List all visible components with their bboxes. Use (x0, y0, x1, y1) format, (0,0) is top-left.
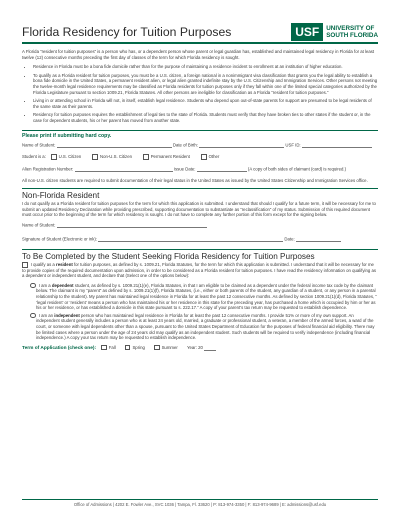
print-note: Please print if submitting hard copy. (22, 133, 112, 140)
independent-radio[interactable] (30, 313, 36, 319)
student-info-row (22, 142, 378, 150)
non-florida-text: I do not qualify as a Florida resident for tuition purposes for the term for which this application is submitted. I understand that should I qualify for a future term, it will be necessary for me to submit an updated Residency Declaration while providing prescribed, supporting documentation to substantiate as “reclassification” of my status. Submission of this required document must occur prior to the beginning of the term for which residency is sought. I do not have to complete any further portion of this form except for the signing below. (22, 200, 376, 218)
dob-label: Date of Birth: (172, 142, 198, 148)
alien-reg-label: Alien Registration Number: (22, 166, 74, 172)
student-is-label: Student is a: (22, 153, 46, 159)
non-us-note: All non-U.S. citizen students are required to submit documentation of their legal status in the United States as issued by the United States Citizenship and Immigration Services office. (22, 177, 368, 183)
independent-option (36, 313, 378, 341)
status-option: Non-U.S. Citizen (99, 153, 132, 159)
residency-bullets (22, 64, 378, 123)
term-option: Spring (132, 344, 145, 350)
usf-id-field[interactable] (302, 142, 372, 148)
name-label: Name of Student: (22, 142, 56, 148)
non-florida-name-row (22, 222, 378, 230)
usf-id-label: USF ID: (285, 142, 301, 148)
nf-date-label: Date: (284, 236, 295, 242)
status-option: Permanent Resident (150, 153, 190, 159)
divider (22, 130, 378, 131)
document-body (22, 49, 378, 353)
claim-title: To Be Completed by the Student Seeking Florida Residency for Tuition Purposes (22, 252, 315, 262)
page-title: Florida Residency for Tuition Purposes (22, 25, 232, 39)
bullet-item: • Residence in Florida must be a bona fide domicile rather than for the purpose of maintaining a residence incident to enrollment at an institution of higher education. (33, 64, 378, 70)
independent-keyword: independent (54, 312, 80, 318)
status-option: U.S. Citizen (58, 153, 82, 159)
signature-field[interactable] (98, 236, 283, 242)
copy-note: (A copy of both sides of claimant (card) is required.) (247, 166, 347, 172)
divider (22, 188, 378, 189)
usf-logo-mark: USF (291, 23, 323, 41)
usf-logo-text (326, 25, 378, 39)
header-rule (22, 42, 378, 44)
logo-line-2: SOUTH FLORIDA (326, 32, 378, 39)
bullet-item: • Residency for tuition purposes requires the establishment of legal ties to the state of Florida. Students must verify that they have broken ties to other states if the student or, in the case for dependent students, his or her parent has moved from another state. (33, 112, 378, 123)
status-option: Other (208, 153, 220, 159)
issue-date-field[interactable] (197, 166, 247, 172)
term-row (22, 345, 378, 353)
issue-date-label: Issue Date: (173, 166, 196, 172)
non-florida-signature-row (22, 236, 378, 244)
signature-label: Signature of Student (Electronic or ink): (22, 236, 97, 242)
logo-line-1: UNIVERSITY OF (326, 25, 375, 32)
fall-checkbox[interactable] (101, 345, 107, 351)
qualify-keyword: resident (56, 262, 73, 268)
claim-options (22, 283, 378, 341)
dependent-option (36, 283, 378, 311)
permanent-resident-checkbox[interactable] (143, 154, 149, 160)
nf-name-label: Name of Student: (22, 222, 56, 228)
dependent-prefix: I am a (38, 282, 51, 288)
alien-reg-field[interactable] (75, 166, 173, 172)
qualify-paragraph (22, 262, 378, 279)
summer-checkbox[interactable] (154, 345, 160, 351)
footer-rule (22, 499, 378, 500)
qualify-text: for tuition purposes, as defined by s. 1009.21, Florida Statutes, for the term for which this application is submitted. I understand that it will be necessary for me to provide copies of the required documentation upon admission, in order to be considered as a Florida resident for tuition purposes. I have read the residency information on qualifying as a dependent or independent student, and declare that (Select one of the options below): (22, 262, 376, 279)
bullet-item: • Living in or attending school in Florida will not, in itself, establish legal residence. Students who depend upon out-of-state parents for support are presumed to be legal residents of the same state as their parents. (33, 98, 378, 109)
other-checkbox[interactable] (201, 154, 207, 160)
non-us-citizen-checkbox[interactable] (92, 154, 98, 160)
dependent-keyword: dependent (51, 282, 74, 288)
non-florida-title: Non-Florida Resident (22, 191, 100, 201)
status-row (22, 154, 378, 162)
name-field[interactable] (57, 142, 172, 148)
year-label: Year: 20 (187, 344, 203, 350)
header (22, 22, 378, 42)
term-option: Summer (161, 344, 178, 350)
year-field[interactable] (204, 345, 216, 351)
divider (22, 249, 378, 250)
nf-name-field[interactable] (57, 222, 207, 228)
dependent-text: student, as defined by s. 1009.21(1)(e), Florida Statutes, in that I am eligible to be claimed as a dependent under the federal income tax code by the claimant below. The claimant is my “parent” as defined by s. 1009.21(1)(f), Florida Statutes, (i.e., either or both parents of the student, any guardian of a student, or any person in a parental relationship to the student). My parent has maintained legal residence in Florida for at least the past 12 consecutive months. As defined by section 1009.21(1)(d), Florida Statutes, “ ‘legal resident’ or ‘resident’ means a person who has maintained his or her residence in this state for the preceding year, has purchased a home which is occupied by him or her as his or her residence, or has established a domicile in this state pursuant to s. 222.17.” A copy of your parent’s tax return may be requested to establish dependence. (36, 282, 377, 311)
independent-prefix: I am an (38, 312, 54, 318)
nf-date-field[interactable] (296, 236, 341, 242)
dependent-radio[interactable] (30, 283, 36, 289)
spring-checkbox[interactable] (125, 345, 131, 351)
term-option: Fall (108, 344, 116, 350)
footer: Office of Admissions | 4202 E. Fowler Ave., SVC 1036 | Tampa, Fl. 33620 | P: 813-974-3350 | F: 813-974-9689 | E: admissions@usf.edu (73, 502, 327, 507)
alien-reg-row (22, 166, 378, 174)
intro-paragraph: A Florida “resident for tuition purposes” is a person who has, or a dependent person whose parent or legal guardian has, established and maintained legal residency in Florida for at least twelve (12) consecutive months preceding the first day of classes of the term for which Florida residency is sought. (22, 49, 375, 60)
bullet-item: • To qualify as a Florida resident for tuition purposes, you must be a U.S. citizen, a foreign national in a nonimmigrant visa classification that grants you the legal ability to establish a bona fide domicile in the United States, a permanent resident alien, or legal alien granted indefinite stay by the U.S. Citizenship and Immigration Services. Other persons not meeting the twelve-month legal residence requirements may be classified as Florida residents for tuition purposes only if they fall within one of the limited special categories authorized by the Florida Legislature pursuant to section 1009.21, Florida Statutes. All other persons are ineligible for classification as a Florida “resident for tuition purposes.” (33, 73, 378, 95)
term-label: Term of Application (check one): (22, 345, 97, 351)
qualify-prefix: I qualify as a (30, 262, 55, 268)
us-citizen-checkbox[interactable] (51, 154, 57, 160)
usf-logo (291, 22, 378, 42)
dob-field[interactable] (199, 142, 284, 148)
independent-text: person who has maintained legal residence in Florida for at least the past 12 consecutive months. I provide 51% or more of my own support. An independent student generally includes a person who is at least 24 years old, married, a graduate or professional student, a veteran, a member of the armed forces, a ward of the court, or someone with legal dependents other than a spouse, pursuant to the United States Department of Education for the purposes of federal financial aid eligibility. There may be limited cases where a person under the age of 24 years old may qualify as an independent student. Such students will be required to verify independence (including financial independence.) A copy your tax return may be requested to establish independence. (36, 312, 375, 341)
